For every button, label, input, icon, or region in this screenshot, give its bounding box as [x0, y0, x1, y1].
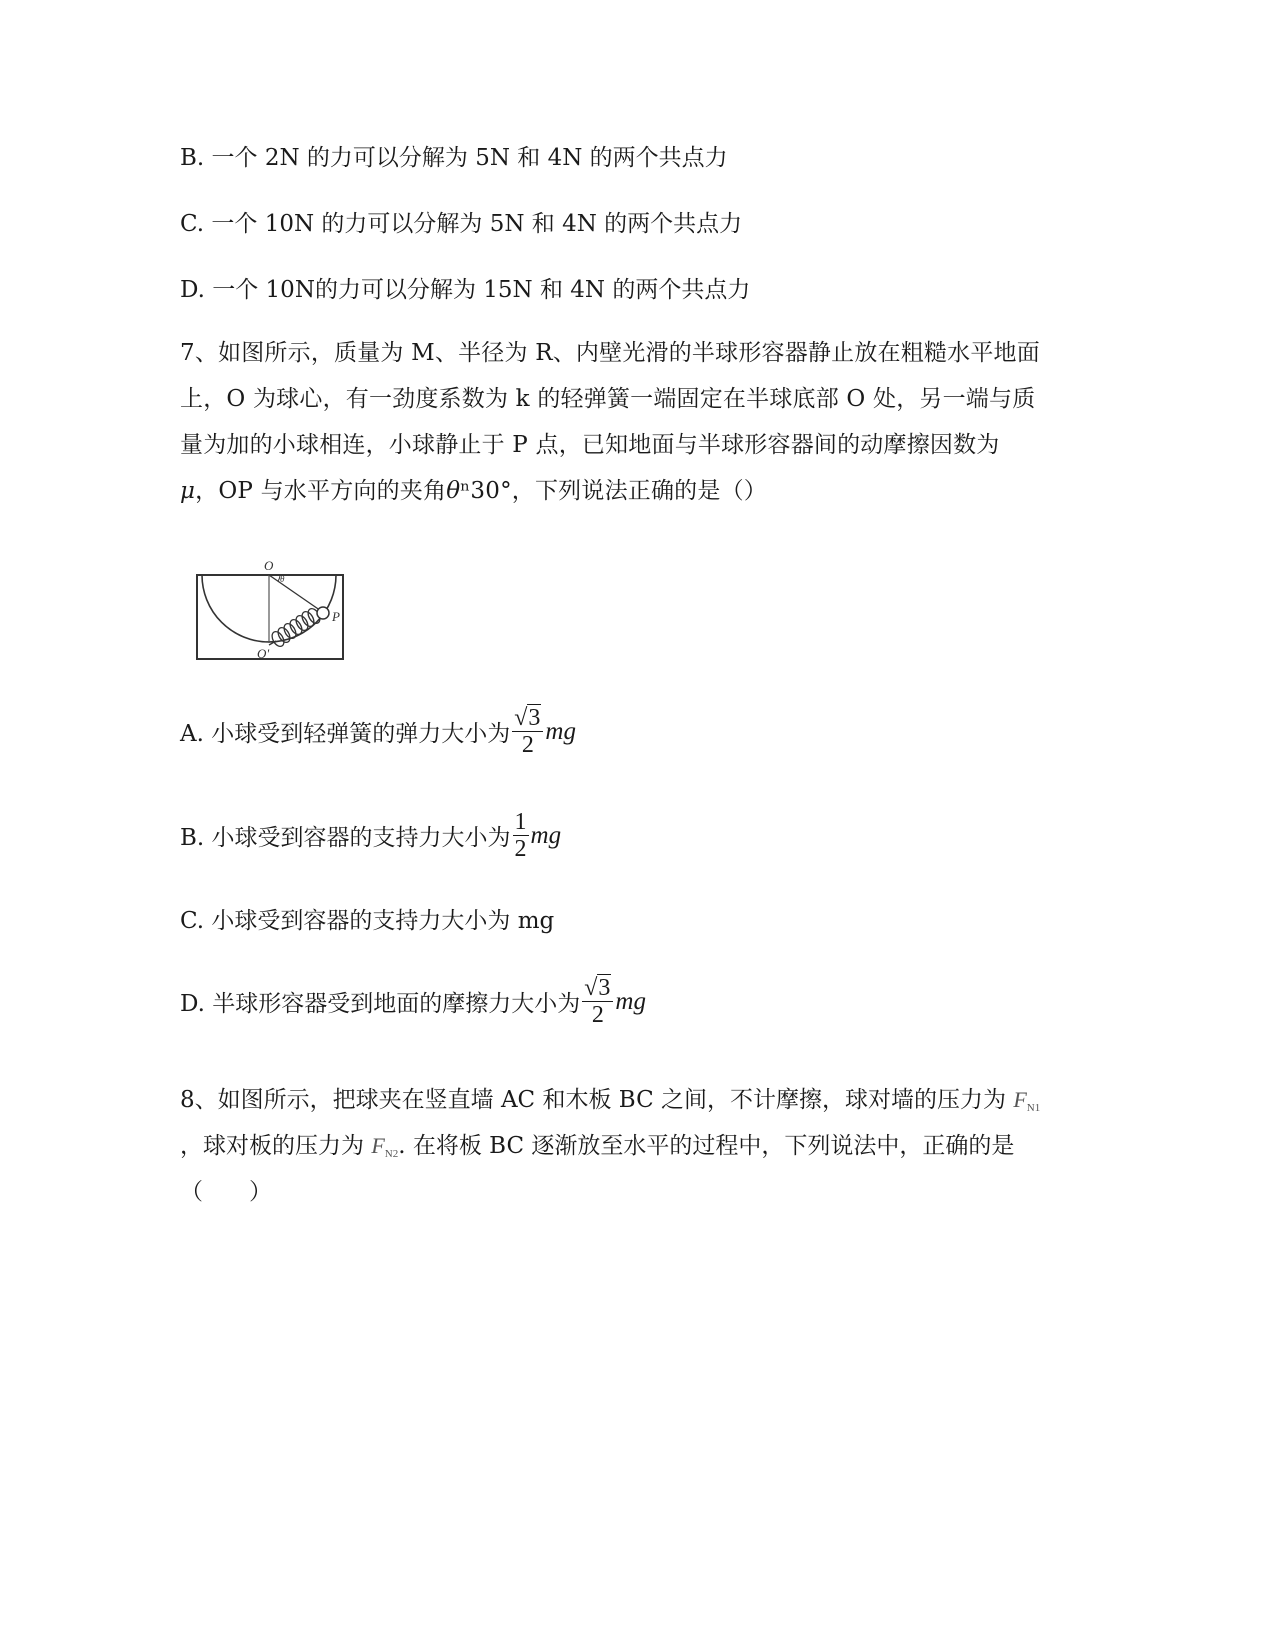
mg-symbol: mg	[530, 821, 562, 849]
q7-option-b	[180, 809, 561, 862]
fraction-1-over-2: $\frac{1}{2}$	[514, 809, 527, 862]
ball-p	[317, 607, 329, 619]
q7-option-d	[180, 975, 646, 1028]
label-o-top: O	[264, 558, 274, 573]
q7-line-3: 量为加的小球相连，小球静止于 P 点，已知地面与半球形容器间的动摩擦因数为	[180, 432, 1000, 458]
q7-line-4	[180, 476, 1045, 522]
theta-symbol: θ	[446, 478, 461, 504]
q7-option-a-text: A. 小球受到轻弹簧的弹力大小为	[180, 721, 511, 747]
q7-line-4-mid: ，OP 与水平方向的夹角	[195, 478, 447, 504]
hemisphere-spring-figure	[190, 555, 350, 667]
mg-symbol: mg	[615, 987, 646, 1015]
force-fn1: $F_{N1}$	[1013, 1087, 1041, 1114]
q7-line-1: 7、如图所示，质量为 M、半径为 R、内壁光滑的半球形容器静止放在粗糙水平地面	[180, 340, 1040, 366]
q8-line-1: 8、如图所示，把球夹在竖直墙 AC 和木板 BC 之间，不计摩擦，球对墙的压力为 $F_{N1}$	[180, 1087, 1041, 1114]
fraction-sqrt3-over-2: $\frac{√3}{2}$	[582, 975, 613, 1028]
mu-symbol: μ	[180, 478, 196, 504]
label-p: P	[332, 609, 340, 624]
q6-option-b: B. 一个 2N 的力可以分解为 5N 和 4N 的两个共点力	[180, 145, 728, 171]
q7-option-b-text: B. 小球受到容器的支持力大小为	[180, 825, 511, 851]
q6-option-c: C. 一个 10N 的力可以分解为 5N 和 4N 的两个共点力	[180, 211, 743, 237]
question-8-stem	[180, 1085, 1060, 1223]
q7-line-4-end: ⁿ30°，下列说法正确的是（）	[460, 478, 767, 504]
q8-line-3: （ ）	[180, 1179, 272, 1205]
mg-symbol: mg	[545, 717, 576, 745]
q8-line-2: ，球对板的压力为 $F_{N2}$. 在将板 BC 逐渐放至水平的过程中，下列说法中，正确的是	[180, 1133, 1015, 1160]
question-7-stem	[180, 338, 1045, 522]
force-fn2: $F_{N2}$	[371, 1133, 399, 1160]
label-o-bottom: O'	[257, 646, 270, 661]
q6-option-d: D. 一个 10N的力可以分解为 15N 和 4N 的两个共点力	[180, 277, 751, 303]
q7-option-c: C. 小球受到容器的支持力大小为 mg	[180, 908, 555, 934]
q7-option-a	[180, 705, 576, 758]
fraction-sqrt3-over-2: $\frac{√3}{2}$	[512, 705, 543, 758]
q7-line-2: 上，O 为球心，有一劲度系数为 k 的轻弹簧一端固定在半球底部 O 处，另一端与质	[180, 386, 1036, 412]
label-theta: θ	[280, 574, 285, 584]
op-line	[269, 575, 324, 613]
q7-option-d-text: D. 半球形容器受到地面的摩擦力大小为	[180, 991, 581, 1017]
